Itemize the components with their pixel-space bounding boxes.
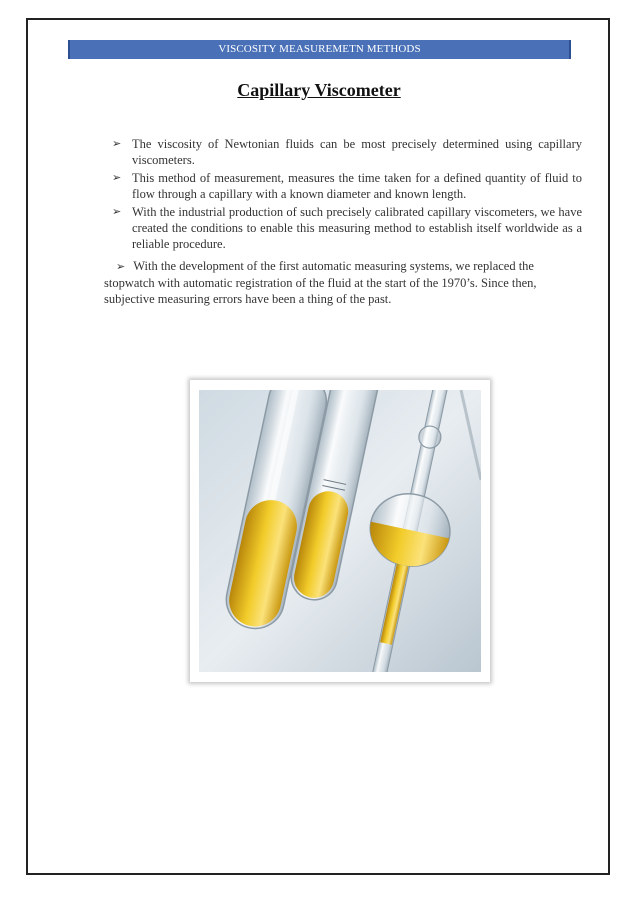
list-item <box>112 204 582 252</box>
viscometer-photo-frame <box>190 380 490 682</box>
closing-paragraph <box>104 258 584 307</box>
viscometer-photo <box>199 390 481 672</box>
closing-first-line <box>104 258 584 275</box>
closing-rest-text: stopwatch with automatic registration of the fluid at the start of the 1970’s. Since then, subjective measuring errors have been a thing of the past. <box>104 276 537 306</box>
bullet-text: This method of measurement, measures the time taken for a defined quantity of fluid to flow through a capillary with a known diameter and known length. <box>132 171 582 201</box>
arrow-bullet-icon: ➢ <box>116 261 126 273</box>
page-header <box>68 40 571 59</box>
arrow-bullet-icon: ➢ <box>112 138 122 150</box>
page-title: Capillary Viscometer <box>237 80 401 100</box>
list-item <box>112 170 582 202</box>
list-item <box>112 136 582 168</box>
arrow-bullet-icon: ➢ <box>112 206 122 218</box>
bullet-text: With the industrial production of such precisely calibrated capillary viscometers, we have created the conditions to enable this measuring method to establish itself worldwide as a reliable procedure. <box>132 205 582 251</box>
header-text: VISCOSITY MEASUREMETN METHODS <box>218 43 421 55</box>
bullet-list <box>112 136 582 254</box>
arrow-bullet-icon: ➢ <box>112 172 122 184</box>
bullet-text: The viscosity of Newtonian fluids can be most precisely determined using capillary viscometers. <box>132 137 582 167</box>
closing-first-text: With the development of the first automatic measuring systems, we replaced the <box>133 259 534 273</box>
